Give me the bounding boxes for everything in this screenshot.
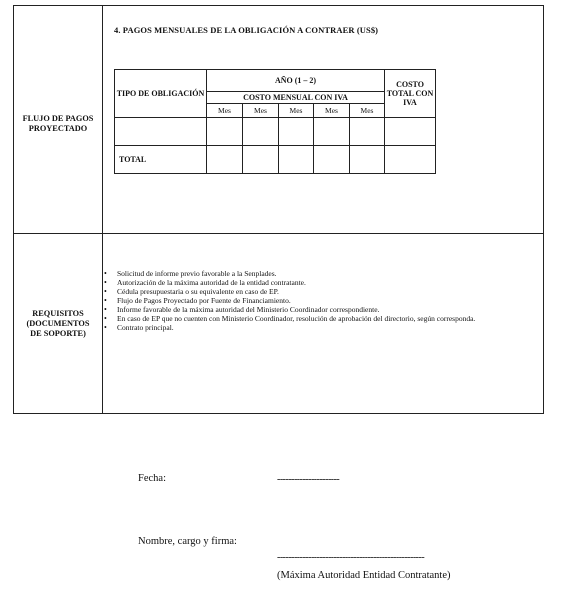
table-cell[interactable] bbox=[385, 118, 436, 146]
list-item: • Cédula presupuestaria o su equivalente en caso de EP. bbox=[104, 287, 524, 296]
form-frame bbox=[13, 5, 544, 414]
table-cell[interactable] bbox=[350, 146, 385, 174]
firma-note: (Máxima Autoridad Entidad Contratante) bbox=[277, 570, 451, 581]
table-row bbox=[115, 118, 436, 146]
flujo-pagos-label: FLUJO DE PAGOS PROYECTADO bbox=[22, 114, 94, 133]
table-cell[interactable] bbox=[350, 118, 385, 146]
list-item: • En caso de EP que no cuenten con Ministerio Coordinador, resolución de aprobación del directorio, según corresponda. bbox=[104, 314, 524, 323]
requisitos-label: REQUISITOS (DOCUMENTOS DE SOPORTE) bbox=[26, 309, 90, 338]
section-title: 4. PAGOS MENSUALES DE LA OBLIGACIÓN A CONTRAER (US$) bbox=[114, 25, 379, 35]
anio-header: AÑO (1 – 2) bbox=[207, 70, 385, 92]
table-cell[interactable] bbox=[314, 118, 350, 146]
row-divider bbox=[14, 233, 543, 234]
list-item: • Contrato principal. bbox=[104, 323, 524, 332]
table-cell[interactable] bbox=[279, 118, 314, 146]
table-cell[interactable] bbox=[115, 118, 207, 146]
firma-label: Nombre, cargo y firma: bbox=[138, 536, 237, 547]
column-divider bbox=[102, 6, 103, 413]
mes-header: Mes bbox=[279, 104, 314, 118]
table-cell[interactable] bbox=[243, 146, 279, 174]
list-item: • Solicitud de informe previo favorable a la Senplades. bbox=[104, 269, 524, 278]
fecha-label: Fecha: bbox=[138, 473, 166, 484]
list-item: • Flujo de Pagos Proyectado por Fuente de Financiamiento. bbox=[104, 296, 524, 305]
list-item: • Autorización de la máxima autoridad de la entidad contratante. bbox=[104, 278, 524, 287]
fecha-field[interactable]: ---------------------- bbox=[277, 474, 340, 485]
costo-total-header: COSTO TOTAL CON IVA bbox=[385, 70, 436, 118]
table-cell[interactable] bbox=[207, 146, 243, 174]
mes-header: Mes bbox=[243, 104, 279, 118]
table-cell[interactable] bbox=[314, 146, 350, 174]
list-item: • Informe favorable de la máxima autoridad del Ministerio Coordinador correspondiente. bbox=[104, 305, 524, 314]
mes-header: Mes bbox=[207, 104, 243, 118]
payments-table bbox=[114, 69, 436, 174]
firma-field[interactable]: ---------------------------------------------------- bbox=[277, 552, 425, 563]
table-cell[interactable] bbox=[279, 146, 314, 174]
total-label: TOTAL bbox=[115, 146, 207, 174]
tipo-obligacion-header: TIPO DE OBLIGACIÓN bbox=[115, 70, 207, 118]
mes-header: Mes bbox=[350, 104, 385, 118]
costo-mensual-header: COSTO MENSUAL CON IVA bbox=[207, 92, 385, 104]
table-cell[interactable] bbox=[207, 118, 243, 146]
requisitos-list bbox=[104, 269, 524, 332]
total-row bbox=[115, 146, 436, 174]
table-cell[interactable] bbox=[243, 118, 279, 146]
mes-header: Mes bbox=[314, 104, 350, 118]
table-cell[interactable] bbox=[385, 146, 436, 174]
